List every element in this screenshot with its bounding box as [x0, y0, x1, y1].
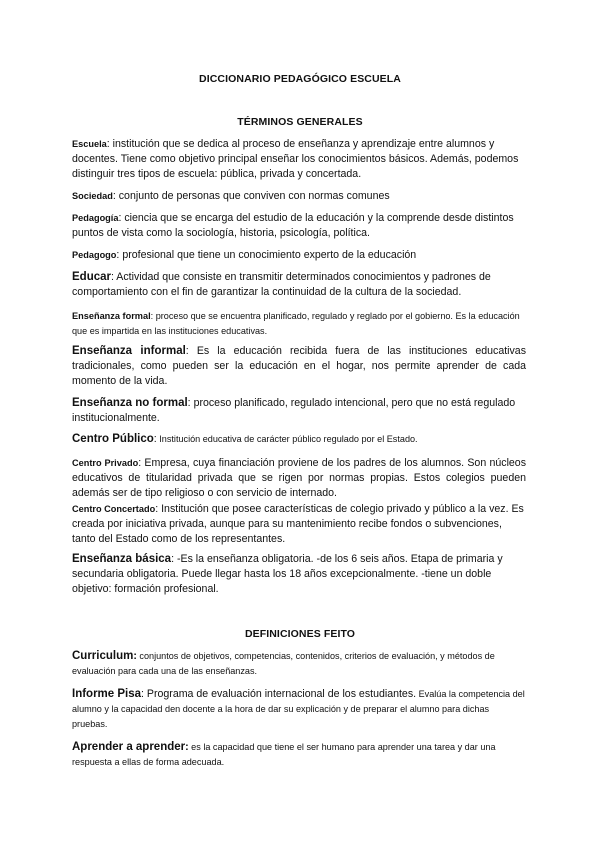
- entry-escuela: Escuela: institución que se dedica al proceso de enseñanza y aprendizaje entre alumnos y docentes. Tiene como objetivo principal enseñar los conocimientos básicos. Además, podemos distinguir tres tipos de escuela: pública, privada y concertada.: [72, 138, 519, 180]
- term-centro-privado: Centro Privado: [72, 458, 139, 468]
- entry-pedagogo: Pedagogo: profesional que tiene un conocimiento experto de la educación: [72, 249, 417, 261]
- entry-sociedad: Sociedad: conjunto de personas que conviven con normas comunes: [72, 190, 390, 202]
- entry-ensenanza-basica: Enseñanza básica: -Es la enseñanza obligatoria. -de los 6 seis años. Etapa de primaria y secundaria obligatoria. Puede llegar hasta los 18 años excepcionalmente. -tiene un doble objetivo: formación profesional.: [72, 553, 503, 595]
- definition-educar: Actividad que consiste en transmitir determinados conocimientos y padrones de comportamiento con el fin de garantizar la continuidad de la cultura de la sociedad.: [72, 271, 491, 298]
- term-centro-publico: Centro Público: [72, 433, 154, 445]
- entry-centro-privado: Centro Privado: Empresa, cuya financiación proviene de los padres de los alumnos. Son núcleos educativos de titularidad privada que se rigen por normas propias. Estos colegios pueden además ser de tipo religioso o con servicio de internado.: [72, 457, 526, 499]
- entry-ensenanza-no-formal: Enseñanza no formal: proceso planificado, regulado intencional, pero que no está regulado institucionalmente.: [72, 397, 516, 424]
- section-heading-terminos-generales: TÉRMINOS GENERALES: [237, 116, 363, 128]
- term-informe-pisa: Informe Pisa: [72, 688, 142, 700]
- definition-centro-privado: Empresa, cuya financiación proviene de los padres de los alumnos. Son núcleos educativos de titularidad privada que se rigen por normas propias. Estos colegios pueden además ser de tipo religioso o con servicio de internado.: [72, 457, 526, 499]
- definition-pedagogia: ciencia que se encarga del estudio de la educación y la comprende desde distintos puntos de vista como la sociología, historia, psicología, política.: [72, 212, 514, 239]
- definition-informe-pisa-extra: Evalúa la competencia del alumno y la capacidad den docente a la hora de dar su explicación y de preparar el alumno para dichas pruebas.: [72, 689, 525, 729]
- term-centro-concertado: Centro Concertado: [72, 504, 156, 514]
- term-escuela: Escuela: [72, 139, 107, 149]
- entry-curriculum: Curriculum: conjuntos de objetivos, competencias, contenidos, criterios de evaluación, y métodos de evaluación para cada una de las enseñanzas.: [72, 650, 495, 676]
- term-ensenanza-informal: Enseñanza informal: [72, 345, 186, 357]
- definition-ensenanza-basica: -Es la enseñanza obligatoria. -de los 6 seis años. Etapa de primaria y secundaria obligatoria. Puede llegar hasta los 18 años excepcionalmente. -tiene un doble objetivo: formación profesional.: [72, 553, 503, 595]
- definition-sociedad: conjunto de personas que conviven con normas comunes: [115, 190, 390, 202]
- definition-ensenanza-informal: Es la educación recibida fuera de las instituciones educativas tradicionales, como pueden ser la educación en el hogar, nos permite aprender de cada momento de la vida.: [72, 345, 526, 387]
- definition-escuela: institución que se dedica al proceso de enseñanza y aprendizaje entre alumnos y docentes. Tiene como objetivo principal enseñar los conocimientos básicos. Además, podemos distinguir tres tipos de escuela: pública, privada y concertada.: [72, 138, 519, 180]
- term-ensenanza-basica: Enseñanza básica: [72, 553, 172, 565]
- term-sociedad: Sociedad: [72, 191, 113, 201]
- definition-centro-publico: Institución educativa de carácter público regulado por el Estado.: [156, 434, 418, 444]
- term-pedagogia: Pedagogía: [72, 213, 119, 223]
- term-curriculum: Curriculum: [72, 650, 134, 662]
- definition-aprender-a-aprender: es la capacidad que tiene el ser humano para aprender una tarea y dar una respuesta a ellas de forma adecuada.: [72, 742, 496, 767]
- entry-centro-concertado: Centro Concertado: Institución que posee características de colegio privado y público a la vez. Es creada por iniciativa privada, aunque para su mantenimiento recibe fondos o subvenciones, tanto del Estado como de los representantes.: [72, 503, 524, 545]
- entry-centro-publico: Centro Público: Institución educativa de carácter público regulado por el Estado.: [72, 433, 418, 445]
- section-heading-definiciones-feito: DEFINICIONES FEITO: [244, 628, 356, 640]
- term-ensenanza-no-formal: Enseñanza no formal: [72, 397, 188, 409]
- definition-curriculum: conjuntos de objetivos, competencias, contenidos, criterios de evaluación, y métodos de evaluación para cada una de las enseñanzas.: [72, 651, 495, 676]
- definition-pedagogo: profesional que tiene un conocimiento experto de la educación: [119, 249, 417, 261]
- entry-pedagogia: Pedagogía: ciencia que se encarga del estudio de la educación y la comprende desde distintos puntos de vista como la sociología, historia, psicología, política.: [72, 212, 514, 239]
- definition-ensenanza-no-formal: proceso planificado, regulado intencional, pero que no está regulado institucionalmente.: [72, 397, 516, 424]
- definition-centro-concertado: Institución que posee características de colegio privado y público a la vez. Es creada por iniciativa privada, aunque para su mantenimiento recibe fondos o subvenciones, tanto del Estado como de los representantes.: [72, 503, 524, 545]
- term-educar: Educar: [72, 271, 111, 283]
- entry-ensenanza-informal: Enseñanza informal: Es la educación recibida fuera de las instituciones educativas tradicionales, como pueden ser la educación en el hogar, nos permite aprender de cada momento de la vida.: [72, 345, 526, 387]
- document-title: DICCIONARIO PEDAGÓGICO ESCUELA: [199, 73, 401, 85]
- term-pedagogo: Pedagogo: [72, 250, 117, 260]
- definition-informe-pisa: Programa de evaluación internacional de los estudiantes.: [143, 688, 417, 700]
- term-aprender-a-aprender: Aprender a aprender: [72, 741, 186, 753]
- entry-educar: Educar: Actividad que consiste en transmitir determinados conocimientos y padrones de comportamiento con el fin de garantizar la continuidad de la cultura de la sociedad.: [72, 271, 491, 298]
- entry-aprender-a-aprender: Aprender a aprender: es la capacidad que tiene el ser humano para aprender una tarea y dar una respuesta a ellas de forma adecuada.: [72, 741, 496, 767]
- term-ensenanza-formal: Enseñanza formal: [72, 311, 151, 321]
- entry-ensenanza-formal: Enseñanza formal: proceso que se encuentra planificado, regulado y reglado por el gobierno. Es la educación que es impartida en las instituciones educativas.: [72, 311, 520, 336]
- entry-informe-pisa: Informe Pisa: Programa de evaluación internacional de los estudiantes. Evalúa la competencia del alumno y la capacidad den docente a la hora de dar su explicación y de preparar el alumno para dichas pruebas.: [72, 688, 525, 729]
- definition-ensenanza-formal: proceso que se encuentra planificado, regulado y reglado por el gobierno. Es la educación que es impartida en las instituciones educativas.: [72, 311, 520, 336]
